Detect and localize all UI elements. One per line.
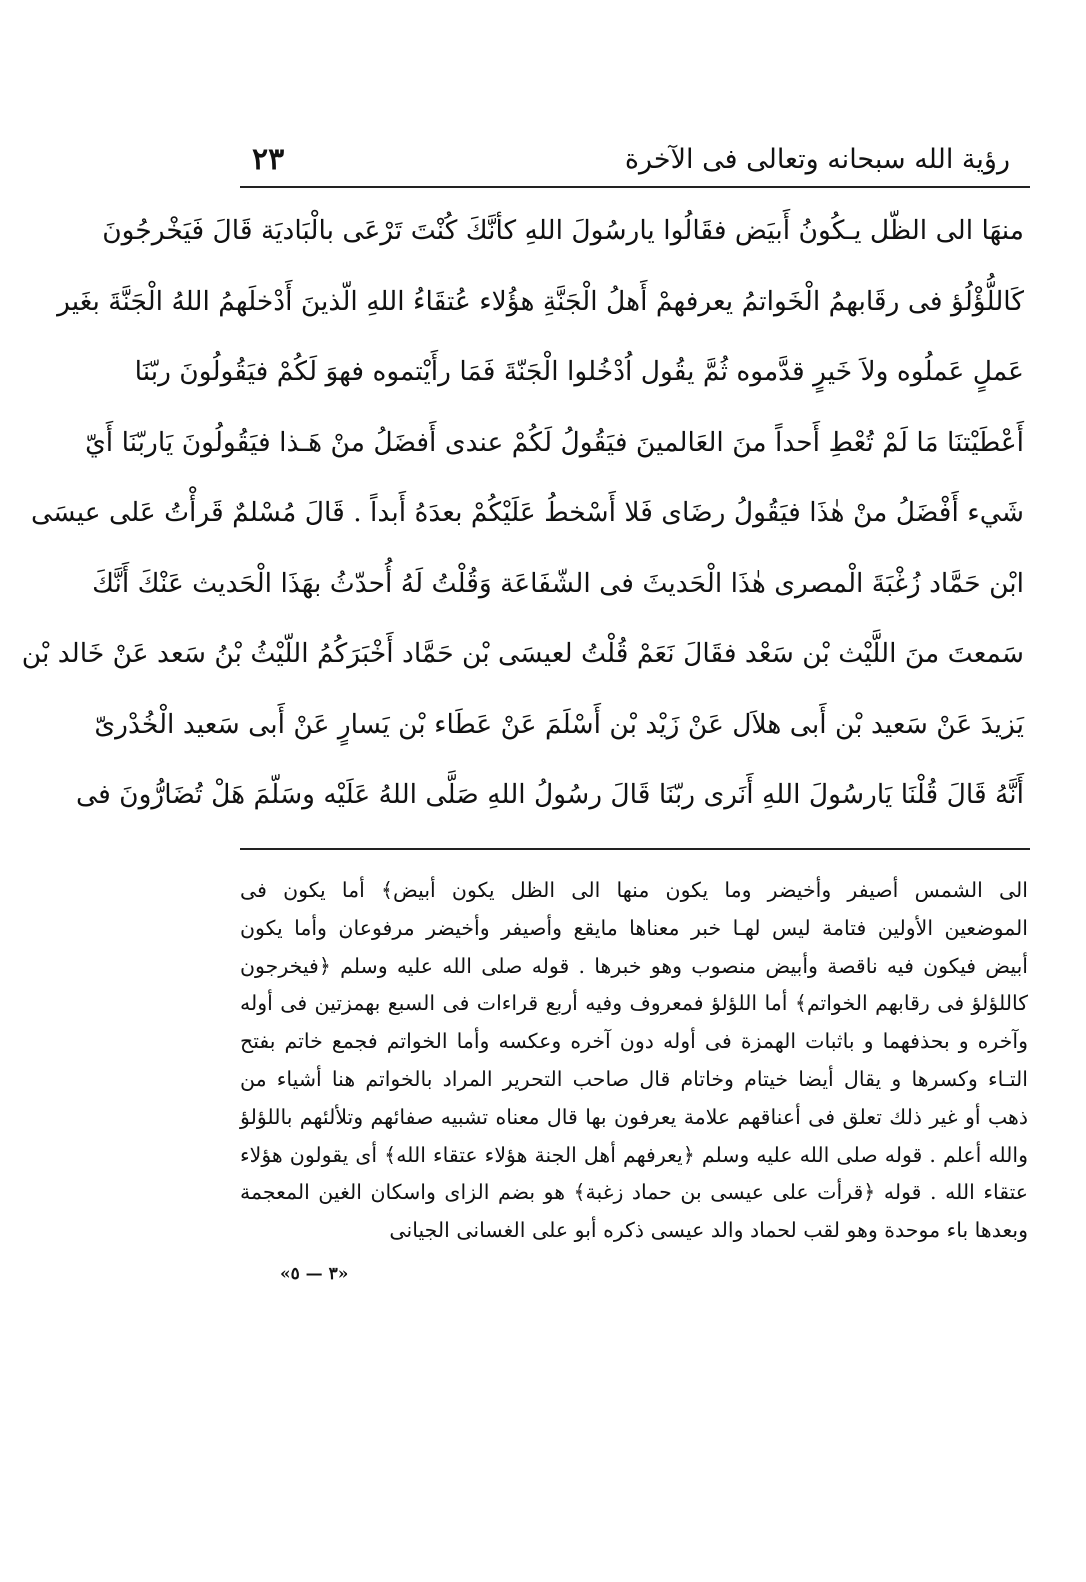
commentary-line: التـاء وكسرها و يقال أيضا خيتام وخاتام قال صاحب التحرير المراد بالخواتم هنا أشياء من bbox=[240, 1066, 1028, 1091]
commentary-line: وآخره و بحذفهما و باثبات الهمزة فى أوله دون آخره وعكسه وأما الخواتم فجمع خاتم بفتح bbox=[240, 1029, 1028, 1054]
commentary-line: الموضعين الأولين فتامة ليس لهـا خبر معناها مايقع وأصيفر وأخيضر مرفوعان وأما يكون bbox=[240, 915, 1028, 940]
main-text-line: أَعْطَيْتنَا مَا لَمْ تُعْطِ أَحداً منَ العَالمينَ فيَقُولُ لَكُمْ عندى أَفضَلُ منْ هَـذا فيَقُولُونَ يَاربّنَا أَيّ bbox=[85, 426, 1024, 458]
running-title: رؤية الله سبحانه وتعالى فى الآخرة bbox=[624, 144, 1010, 175]
main-text-line: أَنَّهُ قَالَ قُلْنَا يَارسُولَ اللهِ أَنَرى ربّنَا قَالَ رسُولُ اللهِ صَلَّى اللهُ عَلَيْه وسَلّمَ هَلْ تُضَارُّونَ فى bbox=[75, 779, 1024, 810]
commentary-line: الى الشمس أصيفر وأخيضر وما يكون منها الى الظل يكون أبيض﴾ أما يكون فى bbox=[240, 878, 1028, 902]
commentary-line: كاللؤلؤ فى رقابهم الخواتم﴾ أما اللؤلؤ فمعروف وفيه أربع قراءات فى السبع بهمزتين فى أوله bbox=[240, 991, 1028, 1016]
printer-signature: «٣ — ٥» bbox=[280, 1264, 349, 1284]
commentary-block bbox=[240, 872, 1028, 1250]
main-text-line: منهَا الى الظّل يـكُونُ أَبيَض فقَالُوا يارسُولَ اللهِ كأنَّكَ كُنْتَ تَرْعَى بالْبَاديَة قَالَ فَيَخْرجُونَ bbox=[102, 215, 1024, 246]
commentary-line: عتقاء الله . قوله ﴿قرأت على عيسى بن حماد زغبة﴾ هو بضم الزاى واسكان الغين المعجمة bbox=[240, 1180, 1028, 1205]
main-text-line: شَيء أَفْضَلُ منْ هٰذَا فيَقُولُ رضَاى فَلا أَسْخطُ عَلَيْكُمْ بعدَهُ أَبداً . قَالَ مُسْلمٌ قَرأْتُ عَلى عيسَى bbox=[31, 497, 1024, 528]
page-number: ٢٣ bbox=[252, 142, 285, 177]
commentary-line: وبعدها باء موحدة وهو لقب لحماد والد عيسى ذكره أبو على الغسانى الجيانى bbox=[389, 1218, 1028, 1243]
main-text-line: سَمعتَ منَ اللَّيْث بْن سَعْد فقَالَ نَعَمْ قُلْتُ لعيسَى بْن حَمَّاد أَخْبَرَكُمُ اللّيْثُ بْنُ سَعد عَنْ خَالد بْن bbox=[21, 638, 1024, 669]
main-text-line: كَاللُّؤْلُؤ فى رقَابهمُ الْخَواتمُ يعرفهمْ أَهلُ الْجَنَّةِ هؤُلاء عُتقَاءُ اللهِ الّذينَ أَدْخلَهمُ اللهُ الْجَنَّةَ بغَير bbox=[57, 285, 1024, 317]
main-text-block bbox=[21, 196, 1024, 831]
commentary-line: والله أعلم . قوله صلى الله عليه وسلم ﴿يعرفهم أهل الجنة هؤلاء عتقاء الله﴾ أى يقولون هؤلاء bbox=[240, 1142, 1028, 1167]
main-text-line: يَزيدَ عَنْ سَعيد بْن أَبى هلاَل عَنْ زَيْد بْن أَسْلَمَ عَنْ عَطَاء بْن يَسارٍ عَنْ أَبى سَعيد الْخُدْرىّ bbox=[94, 708, 1024, 740]
main-text-line: عَملٍ عَملُوه ولاَ خَيرٍ قدَّموه ثُمَّ يقُول اُدْخُلوا الْجَنّةَ فَمَا رأَيْتموه فهوَ لَكُمْ فيَقُولُونَ ربّنَا bbox=[134, 356, 1024, 387]
commentary-line: ذهب أو غير ذلك تعلق فى أعناقهم علامة يعرفون بها قال معناه تشبيه صفائهم وتلألئهم باللؤلؤ bbox=[240, 1104, 1028, 1129]
header-divider bbox=[240, 186, 1030, 188]
main-text-line: ابْن حَمَّاد زُغْبَةَ الْمصرى هٰذَا الْحَديثَ فى الشّفَاعَة وَقُلْتُ لَهُ أُحدّثُ بهَذَا الْحَديث عَنْكَ أَنَّكَ bbox=[92, 567, 1024, 599]
commentary-line: أبيض فيكون فيه ناقصة وأبيض منصوب وهو خبرها . قوله صلى الله عليه وسلم ﴿فيخرجون bbox=[240, 953, 1028, 978]
page-header bbox=[240, 140, 1010, 180]
commentary-divider bbox=[240, 848, 1030, 850]
